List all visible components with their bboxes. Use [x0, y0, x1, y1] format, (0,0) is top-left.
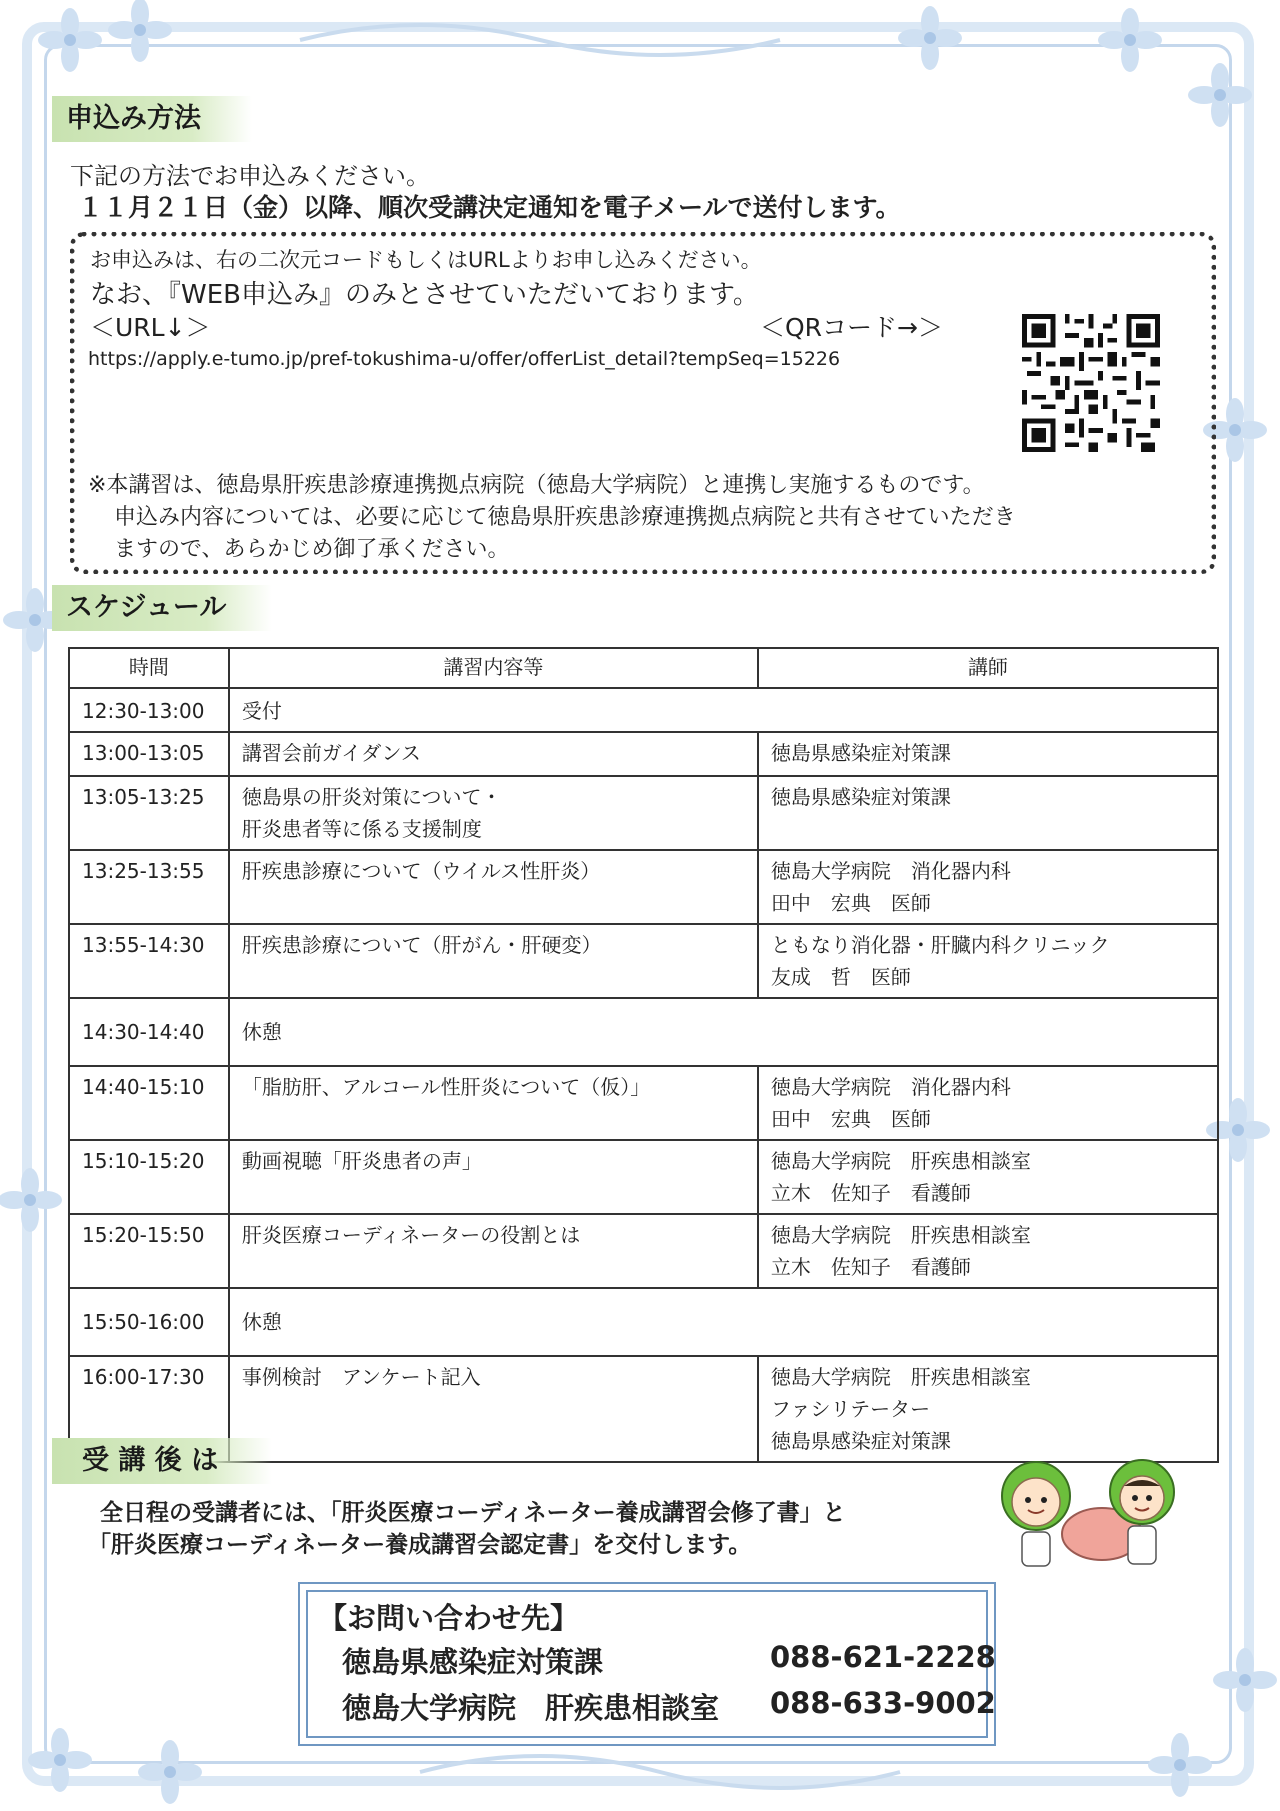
row-lecturer — [758, 776, 1218, 850]
note-line-2: 申込み内容については、必要に応じて徳島県肝疾患診療連携拠点病院と共有させていただき — [114, 505, 1016, 530]
row-content — [229, 1288, 1218, 1356]
note-line-3: ますので、あらかじめ御了承ください。 — [114, 537, 510, 562]
lecturer-line: 徳島大学病院 肝疾患相談室 — [770, 1223, 1031, 1247]
content-line: 事例検討 アンケート記入 — [241, 1365, 481, 1389]
contact-phone-1: 088-621-2228 — [770, 1640, 996, 1674]
after-line-2: 「肝炎医療コーディネーター養成講習会認定書」を交付します。 — [88, 1532, 752, 1558]
row-content — [229, 776, 758, 850]
table-row — [69, 850, 1218, 924]
row-time: 14:40-15:10 — [69, 1066, 229, 1140]
schedule-table — [68, 647, 1219, 1463]
lecturer-line: 徳島県感染症対策課 — [770, 785, 951, 809]
row-lecturer — [758, 924, 1218, 998]
row-content — [229, 1140, 758, 1214]
lecturer-line: 田中 宏典 医師 — [770, 1107, 931, 1131]
lecturer-line: 徳島大学病院 肝疾患相談室 — [770, 1149, 1031, 1173]
lecturer-line: ファシリテーター — [770, 1397, 931, 1421]
column-header-content: 講習内容等 — [229, 648, 758, 688]
url-label: ＜URL↓＞ — [90, 313, 211, 342]
qr-label: ＜QRコード→＞ — [760, 313, 943, 342]
lecturer-line: 徳島大学病院 消化器内科 — [770, 859, 1011, 883]
box-line-2: なお、『WEB申込み』のみとさせていただいております。 — [90, 280, 759, 310]
contact-name-2: 徳島大学病院 肝疾患相談室 — [342, 1691, 720, 1725]
row-content — [229, 688, 1218, 732]
application-heading: 申込み方法 — [52, 96, 252, 142]
row-content — [229, 850, 758, 924]
row-lecturer — [758, 1214, 1218, 1288]
contact-title: 【お問い合わせ先】 — [318, 1601, 580, 1635]
lecturer-line: 友成 哲 医師 — [770, 965, 911, 989]
schedule-heading: スケジュール — [52, 585, 272, 631]
lecturer-line: ともなり消化器・肝臓内科クリニック — [770, 933, 1110, 957]
row-time: 14:30-14:40 — [69, 998, 229, 1066]
row-lecturer — [758, 732, 1218, 776]
content-line: 徳島県の肝炎対策について・ — [241, 785, 502, 809]
row-time: 13:25-13:55 — [69, 850, 229, 924]
content-line: 受付 — [241, 699, 282, 723]
content-line: 「脂肪肝、アルコール性肝炎について（仮）」 — [241, 1075, 651, 1099]
row-time: 15:50-16:00 — [69, 1288, 229, 1356]
content-line: 肝炎医療コーディネーターの役割とは — [241, 1223, 581, 1247]
application-url-link[interactable]: https://apply.e-tumo.jp/pref-tokushima-u/offer/offerList_detail?tempSeq=15226 — [88, 348, 841, 370]
content-line: 肝疾患診療について（肝がん・肝硬変） — [241, 933, 602, 957]
row-content — [229, 998, 1218, 1066]
box-line-1: お申込みは、右の二次元コードもしくはURLよりお申し込みください。 — [90, 248, 762, 272]
row-time: 13:55-14:30 — [69, 924, 229, 998]
after-course-heading: 受 講 後 は — [52, 1438, 272, 1484]
row-time: 15:10-15:20 — [69, 1140, 229, 1214]
table-row — [69, 1214, 1218, 1288]
column-header-time: 時間 — [69, 648, 229, 688]
content-line: 肝疾患診療について（ウイルス性肝炎） — [241, 859, 601, 883]
content-line: 動画視聴「肝炎患者の声」 — [241, 1149, 482, 1173]
qr-code-icon[interactable] — [1022, 314, 1160, 452]
table-row — [69, 1066, 1218, 1140]
row-lecturer — [758, 850, 1218, 924]
column-header-lecturer: 講師 — [758, 648, 1218, 688]
table-row — [69, 688, 1218, 732]
content-line: 休憩 — [241, 1310, 282, 1334]
application-notice: １１月２１日（金）以降、順次受講決定通知を電子メールで送付します。 — [78, 193, 901, 222]
lecturer-line: 徳島大学病院 肝疾患相談室 — [770, 1365, 1031, 1389]
application-intro: 下記の方法でお申込みください。 — [70, 162, 430, 190]
table-row — [69, 1140, 1218, 1214]
row-lecturer — [758, 1066, 1218, 1140]
row-time: 13:00-13:05 — [69, 732, 229, 776]
mascot-illustration-icon — [996, 1446, 1176, 1586]
table-row — [69, 924, 1218, 998]
row-time: 16:00-17:30 — [69, 1356, 229, 1462]
lecturer-line: 徳島県感染症対策課 — [770, 741, 951, 765]
row-time: 12:30-13:00 — [69, 688, 229, 732]
table-row — [69, 732, 1218, 776]
row-time: 15:20-15:50 — [69, 1214, 229, 1288]
lecturer-line: 徳島大学病院 消化器内科 — [770, 1075, 1011, 1099]
note-line-1: ※本講習は、徳島県肝疾患診療連携拠点病院（徳島大学病院）と連携し実施するものです。 — [88, 473, 985, 498]
contact-box — [298, 1582, 996, 1746]
table-row — [69, 776, 1218, 850]
lecturer-line: 立木 佐知子 看護師 — [770, 1255, 971, 1279]
contact-name-1: 徳島県感染症対策課 — [342, 1645, 604, 1679]
table-row — [69, 1288, 1218, 1356]
row-content — [229, 1066, 758, 1140]
lecturer-line: 徳島県感染症対策課 — [770, 1429, 951, 1453]
table-row — [69, 998, 1218, 1066]
contact-phone-2: 088-633-9002 — [770, 1686, 996, 1720]
row-content — [229, 1356, 758, 1462]
content-line: 講習会前ガイダンス — [241, 741, 421, 765]
after-line-1: 全日程の受講者には、「肝炎医療コーディネーター養成講習会修了書」と — [100, 1500, 846, 1526]
lecturer-line: 田中 宏典 医師 — [770, 891, 931, 915]
content-line: 肝炎患者等に係る支援制度 — [241, 817, 482, 841]
row-time: 13:05-13:25 — [69, 776, 229, 850]
row-content — [229, 924, 758, 998]
row-content — [229, 732, 758, 776]
row-lecturer — [758, 1140, 1218, 1214]
content-line: 休憩 — [241, 1020, 282, 1044]
row-content — [229, 1214, 758, 1288]
lecturer-line: 立木 佐知子 看護師 — [770, 1181, 971, 1205]
